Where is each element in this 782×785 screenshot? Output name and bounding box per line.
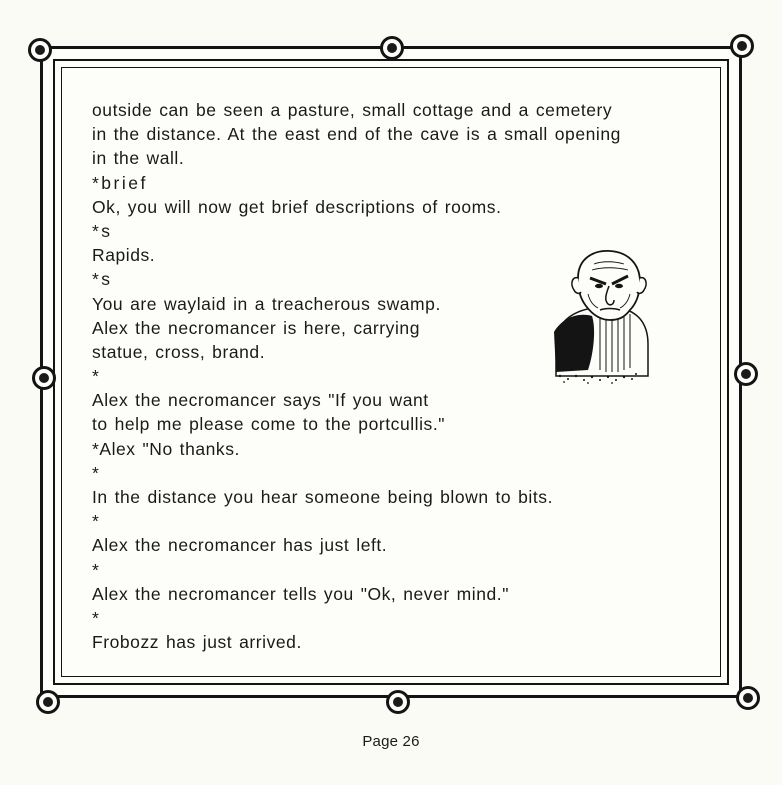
transcript-line: You are waylaid in a treacherous swamp. xyxy=(92,293,441,314)
corner-rivet-icon xyxy=(36,690,60,714)
command-line: * xyxy=(92,511,102,532)
border-rivet-icon xyxy=(380,36,404,60)
command-line: *brief xyxy=(92,172,148,193)
transcript-line: Alex the necromancer has just left. xyxy=(92,535,388,556)
transcript-line: Alex the necromancer tells you "Ok, never mind." xyxy=(92,583,509,604)
border-rivet-icon xyxy=(386,690,410,714)
command-line: *s xyxy=(92,269,113,290)
corner-rivet-icon xyxy=(736,686,760,710)
command-line: * xyxy=(92,607,102,628)
transcript-line: statue, cross, brand. xyxy=(92,341,266,362)
border-rivet-icon xyxy=(734,362,758,386)
command-line: * xyxy=(92,462,102,483)
command-line: * xyxy=(92,366,102,387)
page-number: Page 26 xyxy=(362,733,420,750)
transcript-line: Alex the necromancer says "If you want xyxy=(92,390,429,411)
corner-rivet-icon xyxy=(28,38,52,62)
command-line: * xyxy=(92,559,102,580)
transcript-line: outside can be seen a pasture, small cottage and a cemetery xyxy=(92,100,613,120)
transcript-line: to help me please come to the portcullis." xyxy=(92,414,446,435)
border-rivet-icon xyxy=(32,366,56,390)
command-line: *s xyxy=(92,220,113,241)
transcript-line: In the distance you hear someone being blown to bits. xyxy=(92,487,553,507)
transcript-line: Rapids. xyxy=(92,245,156,266)
transcript-line: Ok, you will now get brief descriptions of rooms. xyxy=(92,196,502,217)
transcript-line: Alex the necromancer is here, carrying xyxy=(92,317,420,338)
corner-rivet-icon xyxy=(730,34,754,58)
bald-necromancer-portrait-icon xyxy=(548,248,658,388)
transcript-line: Frobozz has just arrived. xyxy=(92,632,302,653)
command-line: *Alex "No thanks. xyxy=(92,438,240,459)
transcript-line: in the distance. At the east end of the cave is a small opening xyxy=(92,124,621,145)
transcript-line: in the wall. xyxy=(92,148,185,169)
